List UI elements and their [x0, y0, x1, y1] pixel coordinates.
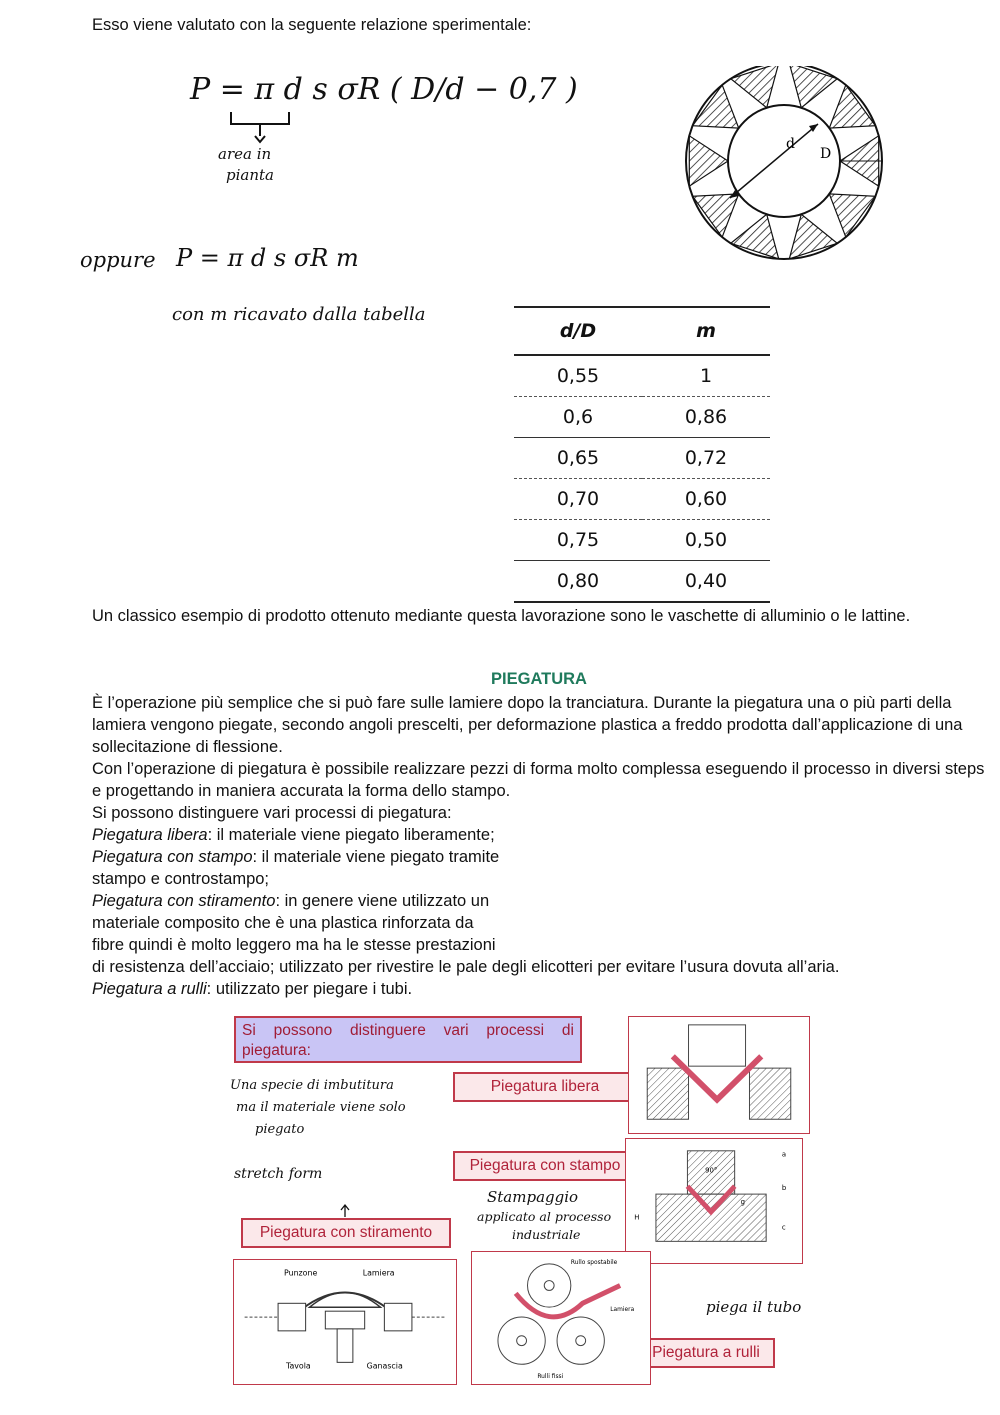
formula-1-note-line1: area in [218, 145, 272, 163]
stampo-angle: 90° [705, 1166, 718, 1175]
label-rulli: Piegatura a rulli [637, 1338, 775, 1368]
note-stampo-3: industriale [512, 1227, 581, 1242]
label-libera: Piegatura libera [453, 1072, 637, 1102]
arrow-up-icon [338, 1203, 352, 1217]
formula-1: P = π d s σR ( D/d − 0,7 ) [190, 72, 578, 107]
label-tavola: Tavola [285, 1361, 311, 1371]
table-row: 0,80 0,40 [514, 561, 770, 603]
formula-2: P = π d s σR m [176, 244, 359, 272]
table-row: 0,75 0,50 [514, 520, 770, 561]
figure-stampo [625, 1138, 803, 1264]
figure-rulli [471, 1251, 651, 1385]
label-ganascia: Ganascia [366, 1361, 403, 1371]
section-title: PIEGATURA [491, 670, 587, 688]
note-rulli: piega il tubo [706, 1298, 802, 1316]
area-bracket [225, 110, 295, 150]
label-lamiera: Lamiera [362, 1268, 395, 1278]
table-row: 0,6 0,86 [514, 397, 770, 438]
svg-text:H: H [634, 1213, 640, 1222]
item-rulli: Piegatura a rulli: utilizzato per piegare i tubi. [92, 980, 413, 998]
item-stiramento: Piegatura con stiramento: in genere viene utilizzato un [92, 892, 490, 910]
m-table [514, 306, 770, 603]
formula-1-note-line2: pianta [226, 166, 274, 184]
formula-2-note: con m ricavato dalla tabella [172, 304, 426, 325]
note-libera-1: Una specie di imbutitura [230, 1078, 394, 1093]
item-stampo: Piegatura con stampo: il materiale viene piegato tramite [92, 848, 500, 866]
table-row: 0,55 1 [514, 355, 770, 397]
label-punzone: Punzone [283, 1268, 318, 1278]
figure-libera [628, 1016, 810, 1134]
ring-label-d: d [786, 136, 795, 152]
table-row: 0,65 0,72 [514, 438, 770, 479]
svg-text:a: a [781, 1150, 787, 1159]
intro-line: Esso viene valutato con la seguente relazione sperimentale: [92, 16, 532, 34]
item-libera: Piegatura libera: il materiale viene piegato liberamente; [92, 826, 495, 844]
svg-text:c: c [781, 1223, 786, 1232]
paragraph-1: È l’operazione più semplice che si può fare sulle lamiere dopo la tranciatura. Durante la piegatura una o più parti della lamiera vengono piegate, secondo angoli prescelti, per deformazione plastica a freddo prodotta dall’applicazione di una sollecitazione di flessione. [92, 694, 963, 756]
paragraph-2: Con l’operazione di piegatura è possibile realizzare pezzi di forma molto complessa eseguendo il processo in diversi steps e progettando in maniera accurata la forma dello stampo. [92, 760, 985, 800]
note-stampo-1: Stampaggio [487, 1188, 579, 1206]
note-stretch: stretch form [234, 1166, 323, 1182]
oppure-label: oppure [80, 248, 156, 272]
body-text: È l’operazione più semplice che si può fare sulle lamiere dopo la tranciatura. Durante la piegatura una o più parti della lamiera vengono piegate, secondo angoli prescelti, per deformazione plastica a freddo prodotta dall’applicazione di una sollecitazione di flessione. Con l’operazione di piegatura è possibile realizzare pezzi di forma molto complessa eseguendo il processo in diversi steps e progettando in maniera accurata la forma dello stampo. Si possono distinguere vari processi di piegatura: Piegatura libera: il materiale viene piegato liberamente; Piegatura con stampo: il materiale viene piegato tramite stampo e controstampo; Piegatura con stiramento: in genere viene utilizzato un materiale composito che è una plastica rinforzata da fibre quindi è molto leggero ma ha le stesse prestazioni di resistenza dell’acciaio; utilizzato per rivestire le pale degli elicotteri per evitare l’usura dovuta all’aria. Piegatura a rulli: utilizzato per piegare i tubi. [92, 692, 987, 1000]
ring-label-D: D [820, 146, 832, 162]
paragraph-3: Si possono distinguere vari processi di piegatura: [92, 804, 452, 822]
label-rullo-spostabile: Rullo spostabile [570, 1259, 618, 1266]
table-row: 0,70 0,60 [514, 479, 770, 520]
label-lamiera-rulli: Lamiera [610, 1307, 635, 1314]
label-stiramento: Piegatura con stiramento [241, 1218, 451, 1248]
svg-text:b: b [781, 1184, 787, 1193]
example-paragraph: Un classico esempio di prodotto ottenuto mediante questa lavorazione sono le vaschette di alluminio o le lattine. [92, 607, 911, 625]
table-header-dD: d/D [514, 307, 642, 355]
svg-text:g: g [740, 1197, 745, 1206]
note-stampo-2: applicato al processo [477, 1209, 612, 1224]
label-rulli-fissi: Rulli fissi [537, 1374, 564, 1381]
slide-heading: Si possono distinguere vari processi di piegatura: [234, 1016, 582, 1063]
note-libera-3: piegato [255, 1122, 305, 1137]
ring-diagram [682, 66, 886, 260]
table-header-m: m [642, 307, 770, 355]
figure-stiramento [233, 1259, 457, 1385]
label-stampo: Piegatura con stampo [453, 1151, 637, 1181]
note-libera-2: ma il materiale viene solo [236, 1100, 406, 1115]
